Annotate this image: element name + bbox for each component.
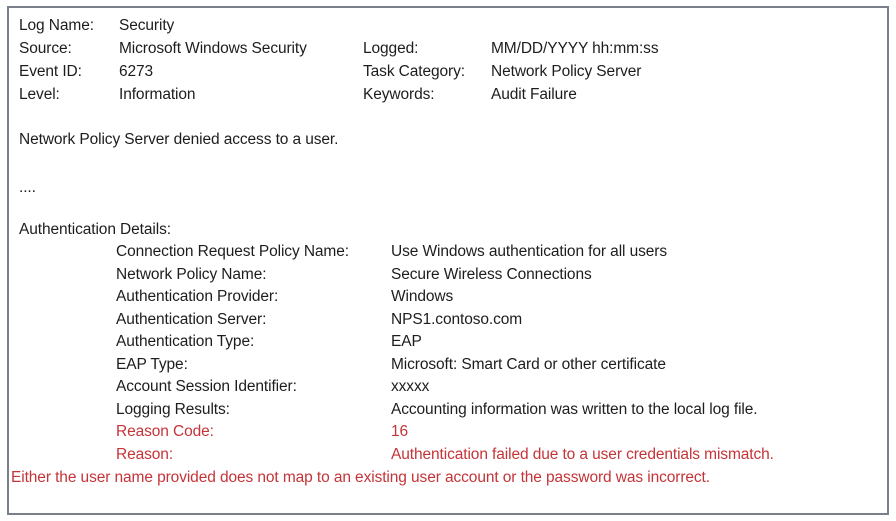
- detail-label: Authentication Server:: [116, 310, 267, 328]
- detail-label: Network Policy Name:: [116, 265, 267, 283]
- detail-row: [116, 331, 887, 354]
- field-label: Event ID:: [19, 62, 82, 80]
- detail-label: Authentication Provider:: [116, 288, 279, 306]
- detail-value: 16: [391, 423, 409, 441]
- detail-value: Microsoft: Smart Card or other certificate: [391, 355, 666, 373]
- detail-label: Authentication Type:: [116, 333, 255, 351]
- detail-row: [116, 309, 887, 332]
- field-label: Log Name:: [19, 16, 94, 34]
- field-value: MM/DD/YYYY hh:mm:ss: [491, 39, 659, 57]
- detail-value: Secure Wireless Connections: [391, 265, 592, 283]
- detail-value: xxxxx: [391, 378, 430, 396]
- field-value: Security: [119, 16, 175, 34]
- detail-row-reason-code: [116, 421, 887, 444]
- detail-value: EAP: [391, 333, 422, 351]
- field-label: Logged:: [363, 39, 419, 57]
- truncation-marker: ....: [19, 179, 36, 196]
- detail-row-reason: [116, 444, 887, 467]
- detail-value: Accounting information was written to the local log file.: [391, 400, 758, 418]
- detail-label: Reason Code:: [116, 423, 214, 441]
- detail-label: EAP Type:: [116, 355, 188, 373]
- field-value: Information: [119, 85, 196, 103]
- detail-label: Connection Request Policy Name:: [116, 243, 349, 261]
- authentication-details: [116, 241, 887, 466]
- detail-value: Authentication failed due to a user credentials mismatch.: [391, 445, 774, 463]
- detail-row: [116, 286, 887, 309]
- field-value: Network Policy Server: [491, 62, 642, 80]
- field-label: Keywords:: [363, 85, 435, 103]
- section-title: Authentication Details:: [19, 221, 171, 238]
- detail-label: Logging Results:: [116, 400, 230, 418]
- event-header: [19, 14, 887, 106]
- detail-row: [116, 354, 887, 377]
- detail-row: [116, 264, 887, 287]
- field-label: Task Category:: [363, 62, 465, 80]
- detail-value: Windows: [391, 288, 454, 306]
- event-detail-panel: [7, 6, 889, 515]
- detail-row: [116, 241, 887, 264]
- field-value: 6273: [119, 62, 154, 80]
- field-value: Audit Failure: [491, 85, 577, 103]
- field-label: Level:: [19, 85, 60, 103]
- error-explanation: Either the user name provided does not map to an existing user account or the password was incorrect.: [11, 469, 710, 486]
- field-value: Microsoft Windows Security: [119, 39, 307, 57]
- detail-value: NPS1.contoso.com: [391, 310, 523, 328]
- detail-value: Use Windows authentication for all users: [391, 243, 667, 261]
- detail-label: Reason:: [116, 445, 174, 463]
- detail-row: [116, 399, 887, 422]
- detail-label: Account Session Identifier:: [116, 378, 297, 396]
- event-description: Network Policy Server denied access to a user.: [19, 131, 339, 148]
- field-label: Source:: [19, 39, 72, 57]
- detail-row: [116, 376, 887, 399]
